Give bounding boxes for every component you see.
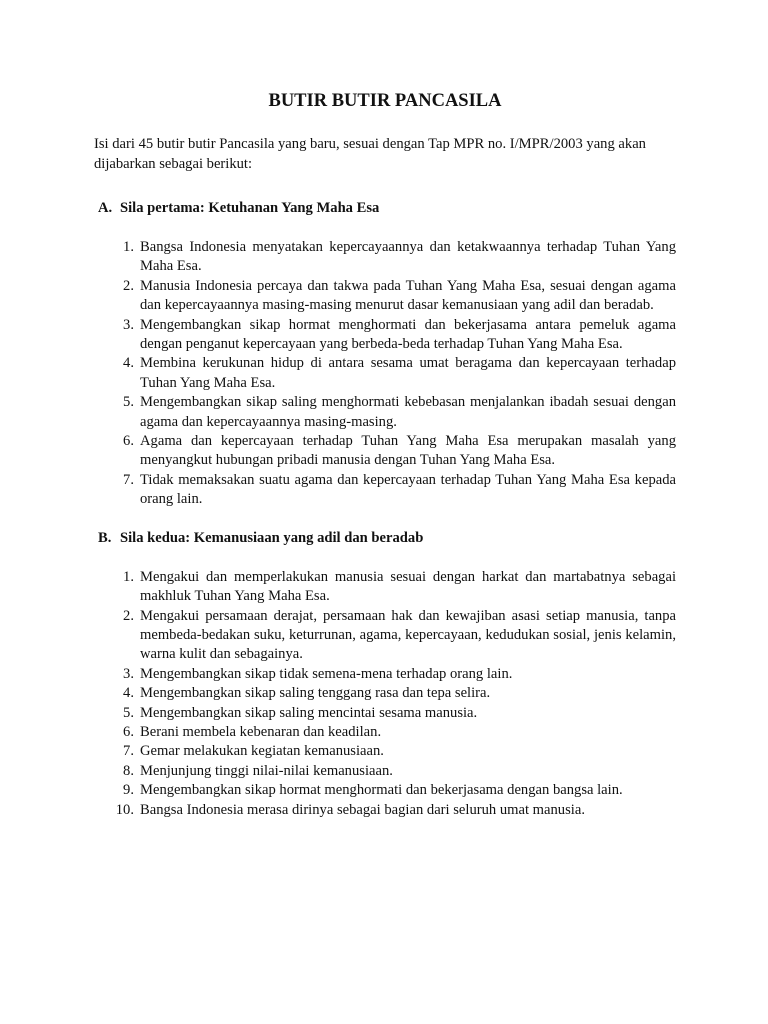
item-text: Menjunjung tinggi nilai-nilai kemanusiaan. <box>140 762 393 779</box>
item-text: Agama dan kepercayaan terhadap Tuhan Yang Maha Esa merupakan masalah yang menyangkut hubungan pribadi manusia dengan Tuhan Yang Maha Esa. <box>140 433 676 469</box>
item-number: 2. <box>123 277 134 294</box>
item-text: Mengembangkan sikap hormat menghormati dan bekerjasama dengan bangsa lain. <box>140 782 623 799</box>
section-heading-b <box>98 528 676 548</box>
list-item <box>94 316 676 355</box>
item-text: Berani membela kebenaran dan keadilan. <box>140 723 382 740</box>
item-text: Mengembangkan sikap saling menghormati kebebasan menjalankan ibadah sesuai dengan agama dan kepercayaannya masing-masing. <box>140 394 676 430</box>
item-text: Mengakui persamaan derajat, persamaan hak dan kewajiban asasi setiap manusia, tanpa membeda-bedakan suku, keturrunan, agama, kepercayaan, kedudukan sosial, jenis kelamin, warna kulit dan sebagainya. <box>140 607 676 663</box>
item-number: 5. <box>123 394 134 411</box>
list-item <box>94 723 676 742</box>
item-number: 8. <box>123 762 134 779</box>
item-number: 6. <box>123 723 134 740</box>
item-text: Mengembangkan sikap tidak semena-mena terhadap orang lain. <box>140 665 513 682</box>
item-number: 10. <box>115 801 134 818</box>
item-text: Mengembangkan sikap hormat menghormati dan bekerjasama antara pemeluk agama dengan penganut kepercayaan yang berbeda-beda terhadap Tuhan Yang Maha Esa. <box>140 316 676 353</box>
list-item <box>94 393 676 432</box>
list-item <box>94 471 676 510</box>
item-number: 6. <box>123 433 134 450</box>
item-number: 4. <box>123 685 134 702</box>
list-item <box>94 354 676 393</box>
section-letter: A. <box>98 200 113 216</box>
section-b-list <box>94 568 676 820</box>
item-text: Manusia Indonesia percaya dan takwa pada Tuhan Yang Maha Esa, sesuai dengan agama dan kepercayaannya masing-masing menurut dasar kemanusiaan yang adil dan beradab. <box>140 277 676 314</box>
item-text: Mengembangkan sikap saling mencintai sesama manusia. <box>140 704 478 721</box>
item-number: 5. <box>123 704 134 721</box>
list-item <box>94 762 676 781</box>
item-text: Membina kerukunan hidup di antara sesama umat beragama dan kepercayaan terhadap Tuhan Yang Maha Esa. <box>140 355 676 391</box>
section-letter: B. <box>98 529 112 546</box>
list-item <box>94 742 676 761</box>
list-item <box>94 704 676 723</box>
section-title: Sila kedua: Kemanusiaan yang adil dan beradab <box>120 529 424 546</box>
item-number: 7. <box>123 471 134 488</box>
document-title: BUTIR BUTIR PANCASILA <box>268 91 502 111</box>
item-text: Mengembangkan sikap saling tenggang rasa dan tepa selira. <box>140 685 491 702</box>
list-item <box>94 665 676 684</box>
section-heading-a <box>98 198 676 218</box>
item-number: 1. <box>123 568 134 585</box>
item-text: Tidak memaksakan suatu agama dan kepercayaan terhadap Tuhan Yang Maha Esa kepada orang lain. <box>140 471 676 508</box>
item-number: 3. <box>123 665 134 682</box>
list-item <box>94 238 676 277</box>
item-number: 2. <box>123 607 134 624</box>
intro-paragraph: Isi dari 45 butir butir Pancasila yang baru, sesuai dengan Tap MPR no. I/MPR/2003 yang akan dijabarkan sebagai berikut: <box>94 136 646 172</box>
item-number: 4. <box>123 355 134 372</box>
list-item <box>94 277 676 316</box>
list-item <box>94 781 676 800</box>
item-text: Bangsa Indonesia merasa dirinya sebagai bagian dari seluruh umat manusia. <box>140 801 585 818</box>
item-number: 1. <box>123 239 134 255</box>
list-item <box>94 801 676 820</box>
item-text: Gemar melakukan kegiatan kemanusiaan. <box>140 743 384 760</box>
item-text: Mengakui dan memperlakukan manusia sesuai dengan harkat dan martabatnya sebagai makhluk Tuhan Yang Maha Esa. <box>140 568 676 605</box>
item-number: 9. <box>123 782 134 799</box>
list-item <box>94 432 676 471</box>
list-item <box>94 568 676 607</box>
item-number: 7. <box>123 743 134 760</box>
list-item <box>94 607 676 665</box>
item-text: Bangsa Indonesia menyatakan kepercayaannya dan ketakwaannya terhadap Tuhan Yang Maha Esa. <box>140 239 676 275</box>
section-title: Sila pertama: Ketuhanan Yang Maha Esa <box>120 200 380 216</box>
list-item <box>94 684 676 703</box>
section-a-list <box>94 238 676 510</box>
item-number: 3. <box>123 316 134 333</box>
